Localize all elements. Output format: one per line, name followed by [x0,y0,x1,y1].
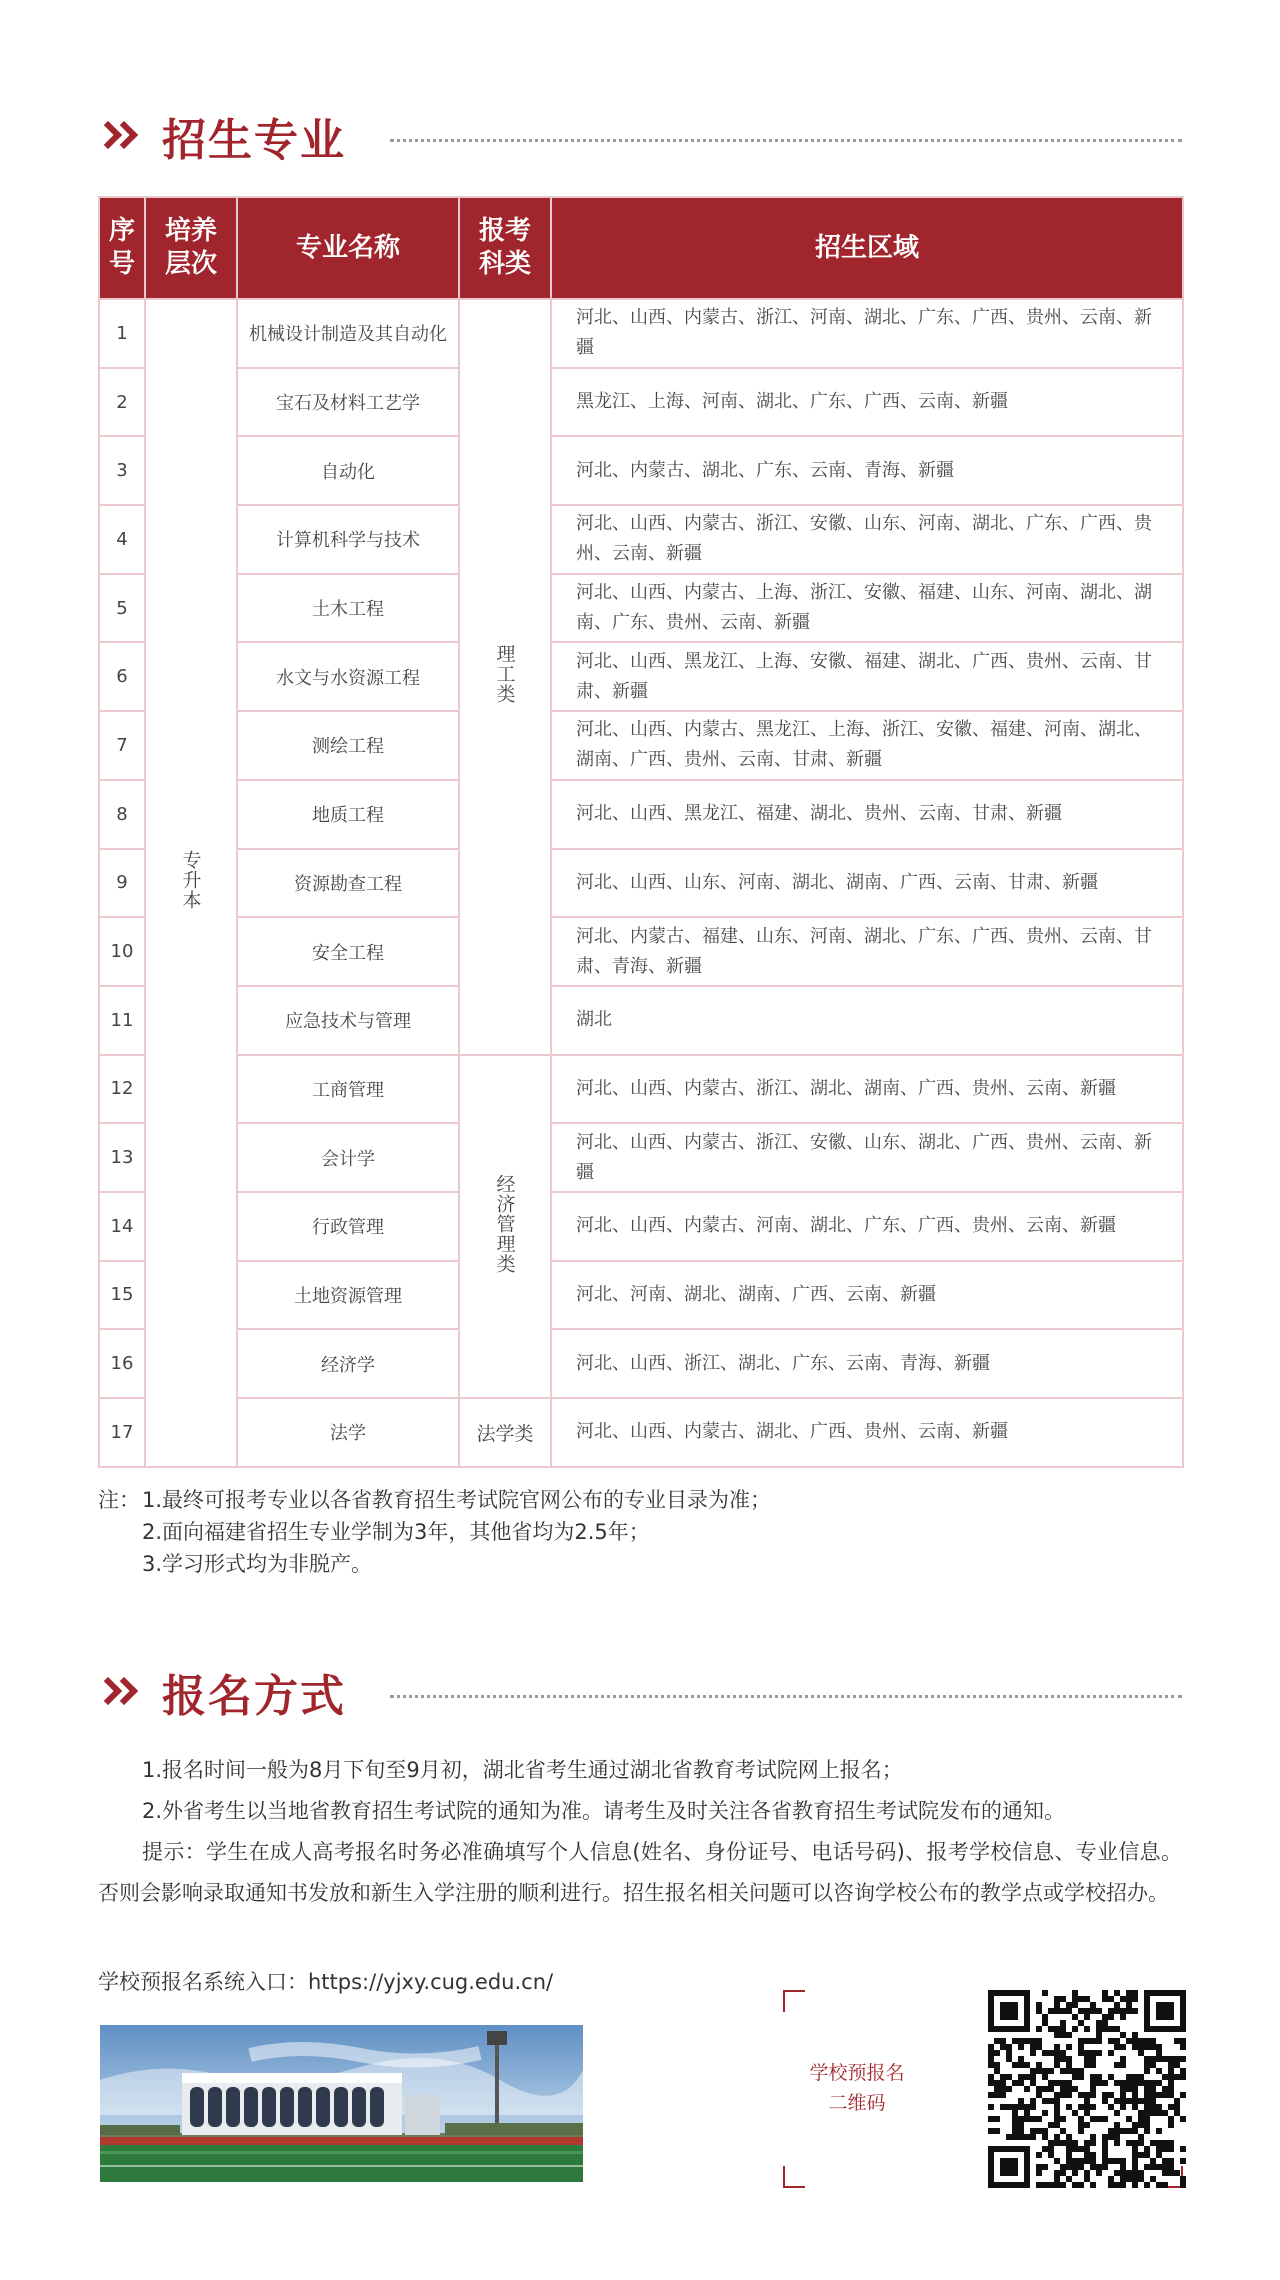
level-cell: 专升本 [145,299,237,1467]
row-number: 3 [99,436,145,505]
table-row [99,368,1183,437]
double-chevron-icon [98,1672,142,1712]
category-cell: 理工类 [459,299,551,1055]
table-row [99,1398,1183,1467]
campus-building-photo [100,2025,583,2182]
notes-prefix: 注： [98,1488,140,1512]
note-item: 1.最终可报考专业以各省教育招生考试院官网公布的专业目录为准； [142,1488,772,1512]
paragraph: 提示：学生在成人高考报名时务必准确填写个人信息(姓名、身份证号、电话号码)、报考学校信息、专业信息。否则会影响录取通知书发放和新生入学注册的顺利进行。招生报名相关问题可以咨询学校公布的教学点或学校招办。 [98,1840,1182,1905]
table-row [99,299,1183,368]
table-row [99,1055,1183,1124]
major-name: 土地资源管理 [237,1261,459,1330]
row-number: 5 [99,574,145,643]
major-name: 法学 [237,1398,459,1467]
region-cell: 河北、内蒙古、湖北、广东、云南、青海、新疆 [551,436,1183,505]
row-number: 11 [99,986,145,1055]
region-cell: 河北、山西、黑龙江、上海、安徽、福建、湖北、广西、贵州、云南、甘肃、新疆 [551,642,1183,711]
region-cell: 河北、内蒙古、福建、山东、河南、湖北、广东、广西、贵州、云南、甘肃、青海、新疆 [551,917,1183,986]
region-cell: 湖北 [551,986,1183,1055]
paragraph: 2.外省考生以当地省教育招生考试院的通知为准。请考生及时关注各省教育招生考试院发布的通知。 [142,1799,1066,1823]
row-number: 9 [99,849,145,918]
row-number: 1 [99,299,145,368]
row-number: 4 [99,505,145,574]
row-number: 6 [99,642,145,711]
major-name: 会计学 [237,1123,459,1192]
region-cell: 河北、山西、山东、河南、湖北、湖南、广西、云南、甘肃、新疆 [551,849,1183,918]
dotted-divider [390,1695,1182,1698]
major-name: 安全工程 [237,917,459,986]
row-number: 13 [99,1123,145,1192]
table-row [99,780,1183,849]
qr-code[interactable] [988,1990,1186,2188]
table-row [99,711,1183,780]
section-header-registration [98,1662,1182,1722]
row-number: 14 [99,1192,145,1261]
major-name: 地质工程 [237,780,459,849]
row-number: 15 [99,1261,145,1330]
table-row [99,917,1183,986]
table-row [99,986,1183,1055]
qr-label: 学校预报名 二维码 [809,2062,905,2114]
row-number: 7 [99,711,145,780]
major-name: 土木工程 [237,574,459,643]
table-row [99,1329,1183,1398]
registration-entry-link[interactable]: 学校预报名系统入口：https://yjxy.cug.edu.cn/ [98,1970,554,1994]
section-title-majors: 招生专业 [162,115,346,166]
row-number: 2 [99,368,145,437]
table-row [99,642,1183,711]
notes [98,1484,771,1580]
header-level: 培养 层次 [145,197,237,299]
region-cell: 河北、山西、内蒙古、浙江、安徽、山东、河南、湖北、广东、广西、贵州、云南、新疆 [551,505,1183,574]
table-row [99,1192,1183,1261]
region-cell: 河北、山西、内蒙古、河南、湖北、广东、广西、贵州、云南、新疆 [551,1192,1183,1261]
major-name: 水文与水资源工程 [237,642,459,711]
paragraph: 1.报名时间一般为8月下旬至9月初，湖北省考生通过湖北省教育考试院网上报名； [142,1758,903,1782]
header-num: 序号 [99,197,145,299]
region-cell: 河北、山西、内蒙古、黑龙江、上海、浙江、安徽、福建、河南、湖北、湖南、广西、贵州、云南、甘肃、新疆 [551,711,1183,780]
section-title-registration: 报名方式 [162,1671,346,1722]
table-row [99,849,1183,918]
header-region: 招生区域 [551,197,1183,299]
major-name: 计算机科学与技术 [237,505,459,574]
region-cell: 黑龙江、上海、河南、湖北、广东、广西、云南、新疆 [551,368,1183,437]
header-category: 报考 科类 [459,197,551,299]
category-cell: 法学类 [459,1398,551,1467]
row-number: 17 [99,1398,145,1467]
table-row [99,505,1183,574]
table-row [99,1261,1183,1330]
region-cell: 河北、山西、内蒙古、湖北、广西、贵州、云南、新疆 [551,1398,1183,1467]
major-name: 资源勘查工程 [237,849,459,918]
region-cell: 河北、山西、内蒙古、浙江、安徽、山东、湖北、广西、贵州、云南、新疆 [551,1123,1183,1192]
note-item: 2.面向福建省招生专业学制为3年，其他省均为2.5年； [142,1520,650,1544]
region-cell: 河北、山西、浙江、湖北、广东、云南、青海、新疆 [551,1329,1183,1398]
table-header-row [99,197,1183,299]
major-name: 自动化 [237,436,459,505]
table-row [99,436,1183,505]
row-number: 10 [99,917,145,986]
registration-text [98,1750,1182,1914]
major-name: 宝石及材料工艺学 [237,368,459,437]
row-number: 16 [99,1329,145,1398]
region-cell: 河北、河南、湖北、湖南、广西、云南、新疆 [551,1261,1183,1330]
section-header-majors [98,106,1182,166]
dotted-divider [390,139,1182,142]
table-row [99,1123,1183,1192]
major-name: 测绘工程 [237,711,459,780]
category-cell: 经济管理类 [459,1055,551,1398]
major-name: 经济学 [237,1329,459,1398]
majors-table [98,196,1184,1468]
region-cell: 河北、山西、内蒙古、浙江、河南、湖北、广东、广西、贵州、云南、新疆 [551,299,1183,368]
region-cell: 河北、山西、内蒙古、浙江、湖北、湖南、广西、贵州、云南、新疆 [551,1055,1183,1124]
major-name: 应急技术与管理 [237,986,459,1055]
major-name: 行政管理 [237,1192,459,1261]
note-item: 3.学习形式均为非脱产。 [142,1552,373,1576]
major-name: 工商管理 [237,1055,459,1124]
double-chevron-icon [98,116,142,156]
row-number: 12 [99,1055,145,1124]
region-cell: 河北、山西、黑龙江、福建、湖北、贵州、云南、甘肃、新疆 [551,780,1183,849]
major-name: 机械设计制造及其自动化 [237,299,459,368]
row-number: 8 [99,780,145,849]
table-row [99,574,1183,643]
qr-section [783,1990,1183,2188]
region-cell: 河北、山西、内蒙古、上海、浙江、安徽、福建、山东、河南、湖北、湖南、广东、贵州、云南、新疆 [551,574,1183,643]
header-name: 专业名称 [237,197,459,299]
